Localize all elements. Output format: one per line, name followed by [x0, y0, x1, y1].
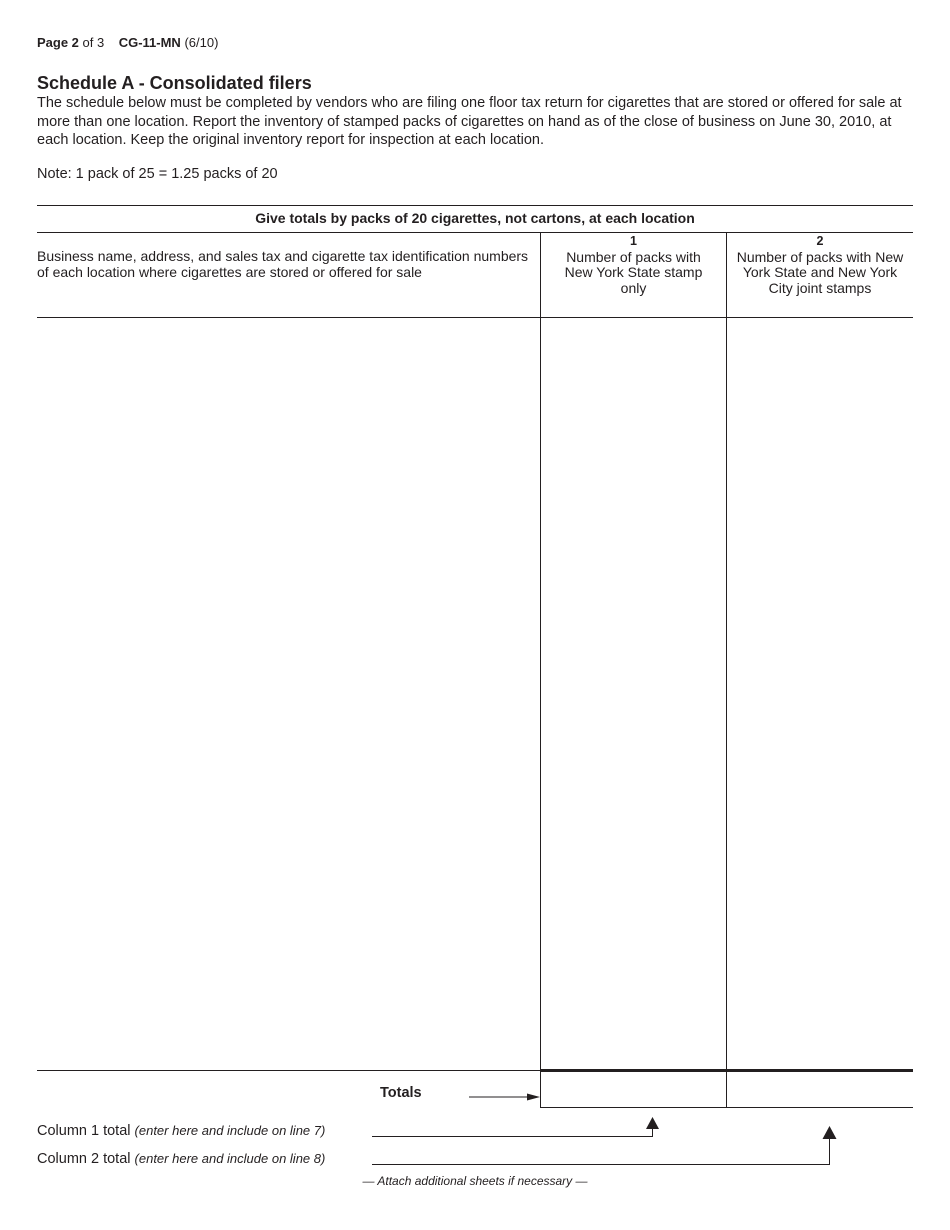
table-top-rule [37, 205, 913, 206]
column-2-total-note: (enter here and include on line 8) [134, 1151, 326, 1166]
column-2-number: 2 [816, 234, 824, 248]
description-column-header: Business name, address, and sales tax and cigarette tax identification numbers of each location where cigarettes are stored or offered for sale [37, 248, 529, 280]
totals-bottom-rule [540, 1107, 913, 1108]
column-1-number: 1 [630, 234, 637, 248]
column-1-entry-area[interactable] [541, 318, 726, 1070]
form-id: CG-11-MN [118, 35, 181, 50]
banner-rule [37, 232, 913, 233]
column-2-total-label: Column 2 total [37, 1151, 131, 1167]
column-1-total-label: Column 1 total [37, 1123, 131, 1139]
column-1-total-note: (enter here and include on line 7) [134, 1123, 326, 1138]
column-2-total-row [37, 1151, 325, 1167]
form-date: (6/10) [184, 35, 219, 50]
conversion-note: Note: 1 pack of 25 = 1.25 packs of 20 [37, 166, 278, 182]
column-2-header [727, 234, 913, 296]
schedule-title: Schedule A - Consolidated filers [37, 73, 312, 93]
column-1-totals-field[interactable] [541, 1072, 726, 1107]
totals-label: Totals [380, 1085, 422, 1101]
page-count: of 3 [82, 35, 105, 50]
column-2-label: Number of packs with New York State and New York City joint stamps [736, 248, 904, 296]
attach-sheets-note: — Attach additional sheets if necessary — [362, 1174, 588, 1188]
totals-top-rule-left [37, 1070, 540, 1071]
totals-arrow-icon [469, 1090, 541, 1104]
table-banner: Give totals by packs of 20 cigarettes, not cartons, at each location [255, 210, 695, 226]
column-1-total-row [37, 1123, 325, 1139]
page-number: Page 2 [37, 35, 79, 50]
column-1-header [541, 234, 726, 296]
column-2-entry-area[interactable] [727, 318, 913, 1070]
location-entry-area[interactable] [37, 318, 540, 1070]
page-header [37, 35, 218, 50]
column-2-totals-field[interactable] [727, 1072, 913, 1107]
column-1-label: Number of packs with New York State stamp only [564, 248, 703, 296]
column-2-transfer-arrow-icon [372, 1124, 838, 1166]
schedule-instructions: The schedule below must be completed by vendors who are filing one floor tax return for cigarettes that are stored or offered for sale at more than one location. Report the inventory of stamped packs of cigarettes on hand as of the close of business on June 30, 2010, at each location. Keep the original inventory report for inspection at each location. [37, 95, 902, 148]
